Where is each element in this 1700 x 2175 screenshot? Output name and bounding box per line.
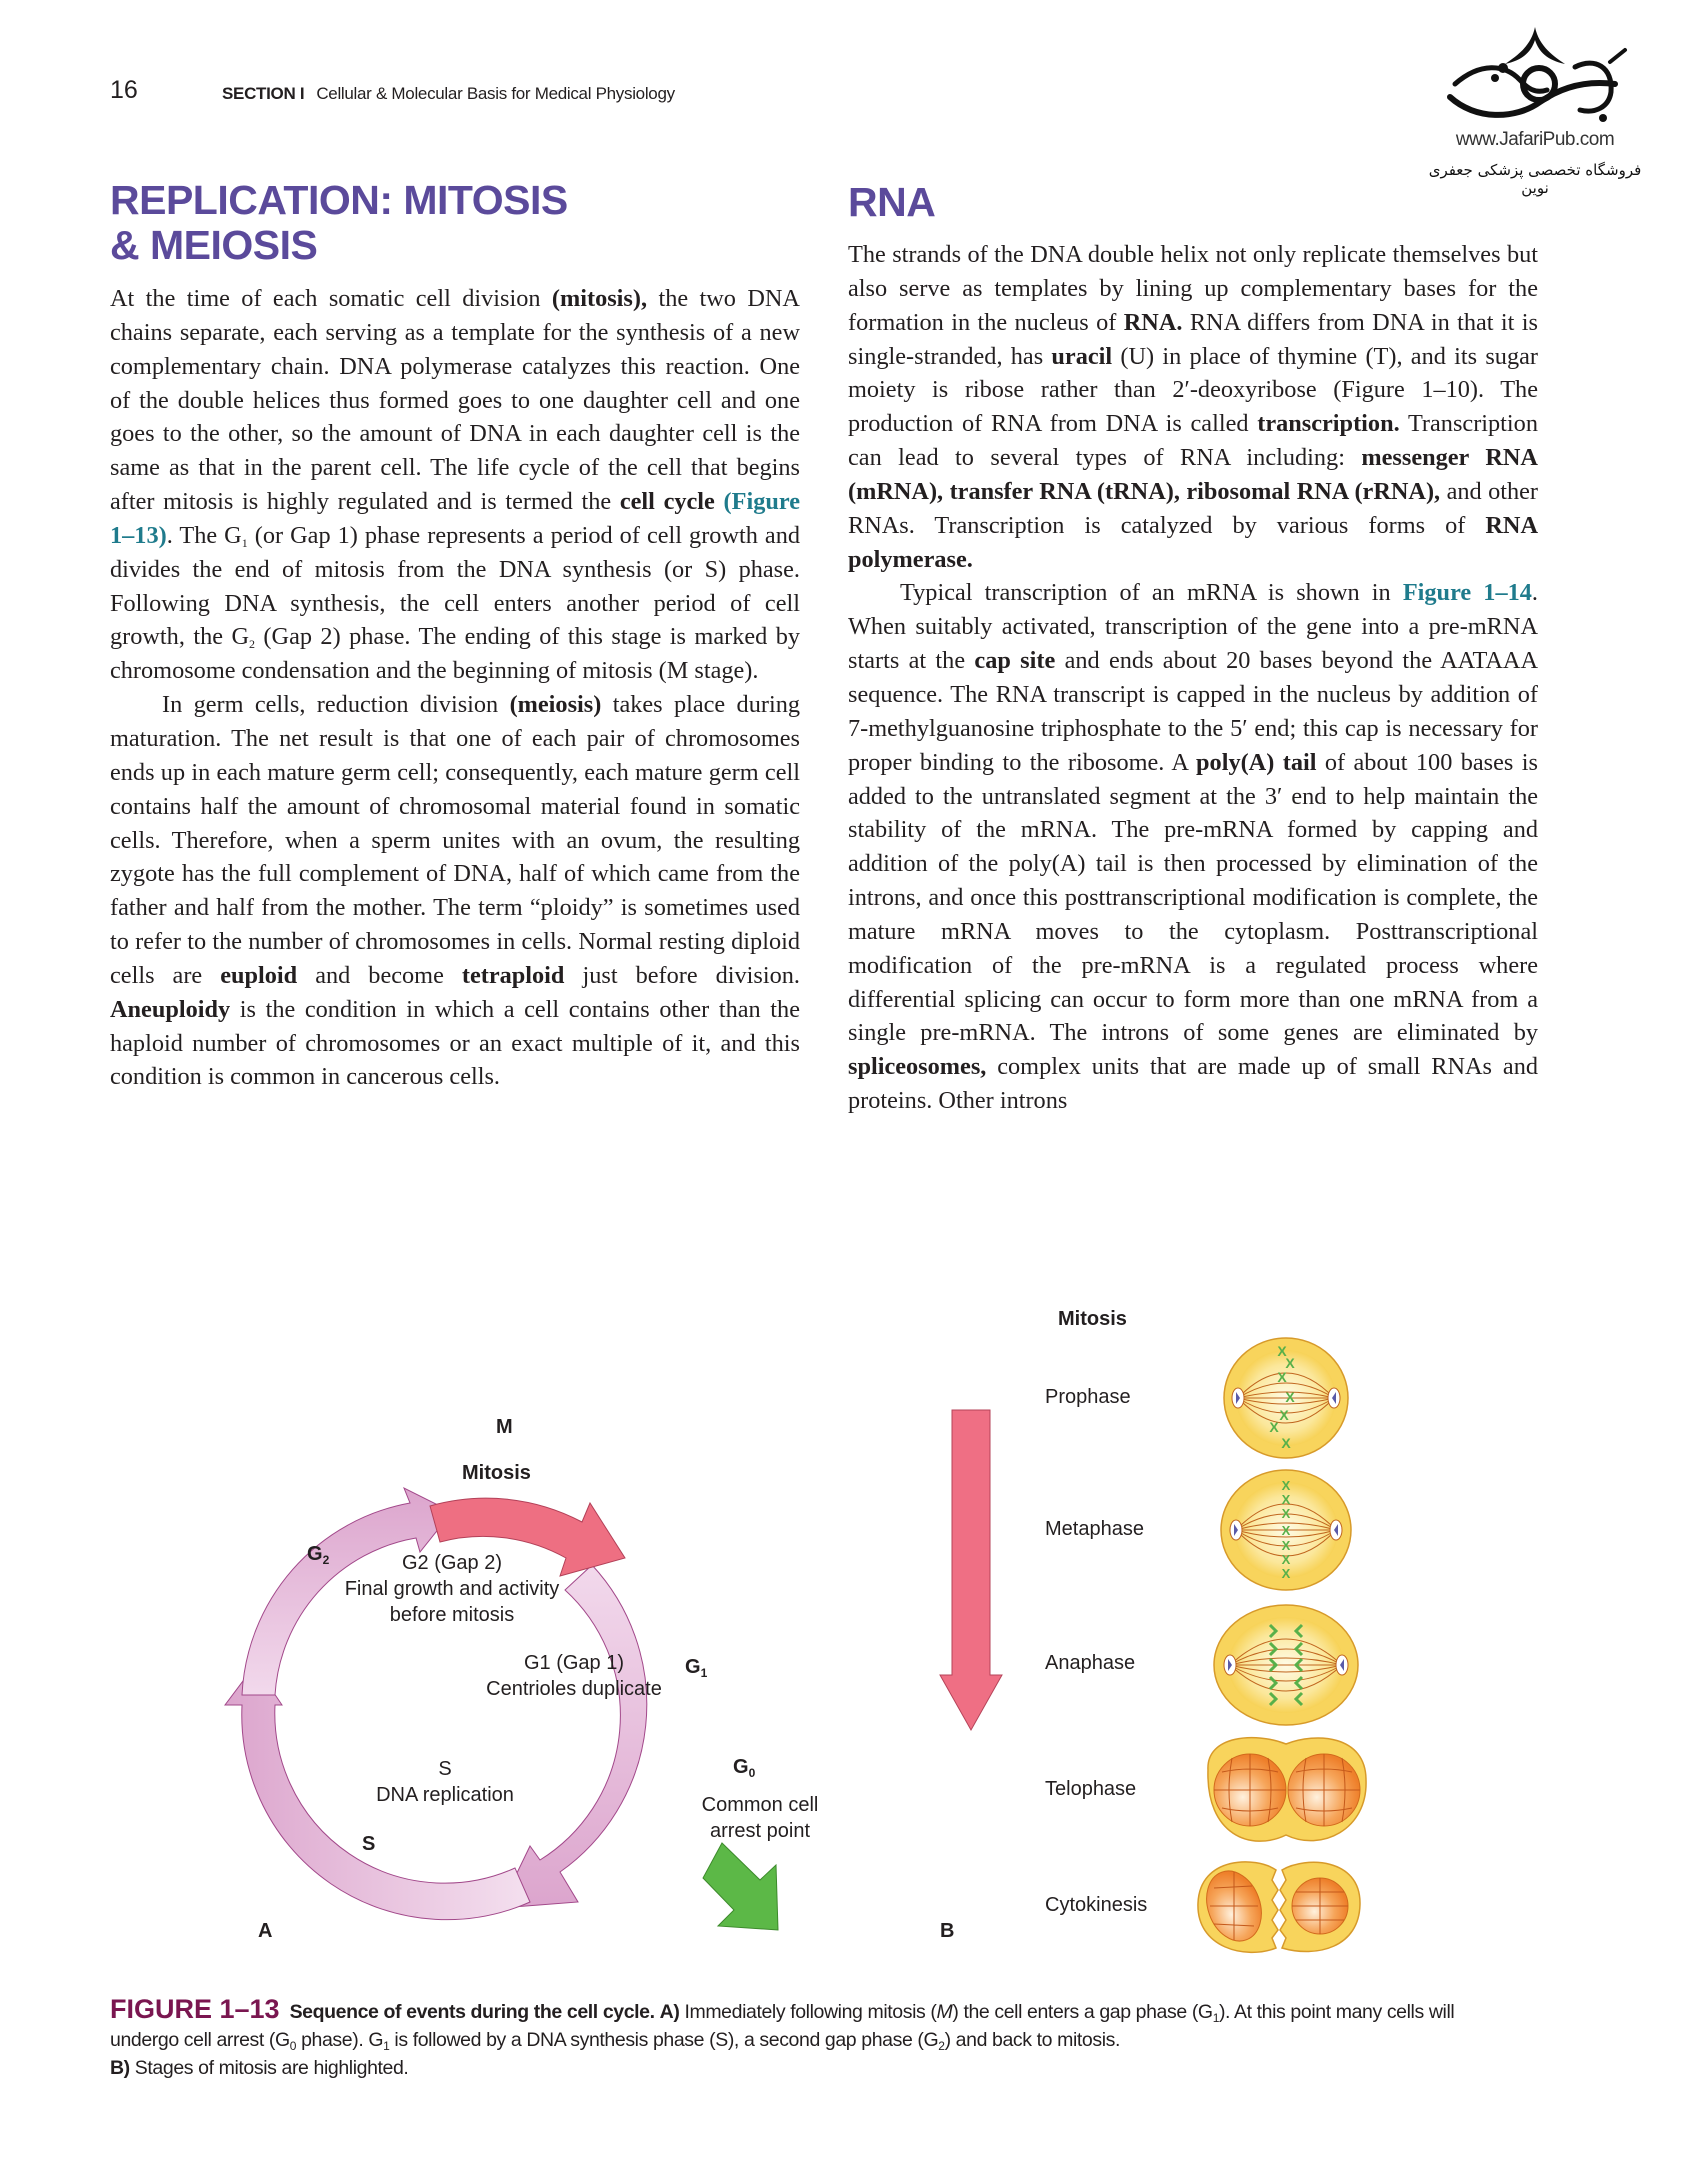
mitosis-cycle-label: Mitosis <box>462 1462 531 1484</box>
svg-text:X: X <box>1281 1523 1291 1538</box>
figure-caption: FIGURE 1–13 Sequence of events during the cell cycle. A) Immediately following mitosis (M) the cell enters a gap phase $(G_1)$. At this point many cells will undergo cell arrest ($G_0$ phase). $G_1$ is followed by a DNA synthesis phase (S), a second gap phase $(G_2)$ and back to mitosis. B) Stages of mitosis are highlighted. <box>110 1994 1455 2079</box>
svg-text:X: X <box>1277 1343 1287 1359</box>
metaphase-cell <box>1221 1470 1351 1590</box>
publisher-logo <box>1425 22 1645 197</box>
svg-text:X: X <box>1285 1389 1295 1405</box>
telophase-cell <box>1208 1738 1366 1842</box>
stage-metaphase: Metaphase <box>1045 1518 1144 1540</box>
g0-arrow <box>703 1843 778 1930</box>
figure-link-1-13[interactable]: (Figure 1–13) <box>110 488 800 549</box>
paragraph-transcription: Typical transcription of an mRNA is shown in Figure 1–14. When suitably activated, transcription of the gene into a pre-mRNA starts at the cap site and ends about 20 bases beyond the AATAAA sequence. The RNA transcript is capped in the nucleus by addition of 7-methylguanosine triphosphate to the 5′ end; this cap is necessary for proper binding to the ribosome. A poly(A) tail of about 100 bases is added to the untranslated segment at the 3′ end to help maintain the stability of the mRNA. The pre-mRNA formed by capping and addition of the poly(A) tail is then processed by elimination of the introns, and once this posttranscriptional modification is complete, the mature mRNA moves to the cytoplasm. Posttranscriptional modification of the pre-mRNA is a regulated process where differential splicing can occur to form more than one mRNA from a single pre-mRNA. The introns of some genes are eliminated by spliceosomes, complex units that are made up of small RNAs and proteins. Other introns <box>848 579 1539 1115</box>
paragraph-rna: The strands of the DNA double helix not only replicate themselves but also serve as templates by lining up complementary bases for the formation in the nucleus of RNA. RNA differs from DNA in that it is single-stranded, has uracil (U) in place of thymine (T), and its sugar moiety is ribose rather than 2′-deoxyribose (Figure 1–10). The production of RNA from DNA is called transcription. Transcription can lead to several types of RNA including: messenger RNA (mRNA), transfer RNA (tRNA), ribosomal RNA (rRNA), and other RNAs. Transcription is catalyzed by various forms of RNA polymerase. <box>848 241 1539 573</box>
svg-text:X: X <box>1285 1355 1295 1371</box>
svg-text:X: X <box>1279 1407 1289 1423</box>
page-number: 16 <box>110 76 138 104</box>
heading-line-2: & MEIOSIS <box>110 222 318 268</box>
s-label: S <box>362 1833 376 1855</box>
stage-prophase: Prophase <box>1045 1386 1131 1408</box>
publisher-url: www.JafariPub.com <box>1455 129 1615 150</box>
paragraph-meiosis: In germ cells, reduction division (meiosis) takes place during maturation. The net result is that one of each pair of chromosomes ends up in each mature germ cell; consequently, each mature germ cell contains half the amount of chromosomal material found in somatic cells. Therefore, when a sperm unites with an ovum, the resulting zygote has the full complement of DNA, half of which came from the father and half from the mother. The term “ploidy” is sometimes used to refer to the number of chromosomes in cells. Normal resting diploid cells are euploid and become tetraploid just before division. Aneuploidy is the condition in which a cell contains other than the haploid number of chromosomes or an exact multiple of it, and this condition is common in cancerous cells. <box>110 691 801 1091</box>
svg-text:X: X <box>1281 1566 1291 1581</box>
figure-number: FIGURE 1–13 <box>110 1994 280 2024</box>
cytokinesis-cells <box>1197 1862 1360 1953</box>
g0-description: Common cell arrest point <box>701 1794 819 1842</box>
svg-text:X: X <box>1281 1538 1291 1553</box>
g1-description: G1 (Gap 1) Centrioles duplicate <box>486 1652 662 1700</box>
paragraph-mitosis: At the time of each somatic cell division (mitosis), the two DNA chains separate, each serving as a template for the synthesis of a new complementary chain. DNA polymerase catalyzes this reaction. One of the double helices thus formed goes to one daughter cell and one goes to the other, so the amount of DNA in each daughter cell is the same as that in the parent cell. The life cycle of the cell that begins after mitosis is highly regulated and is termed the cell cycle (Figure 1–13). The $G_1$ (or Gap 1) phase represents a period of cell growth and divides the end of mitosis from the DNA synthesis (or S) phase. Following DNA synthesis, the cell enters another period of cell growth, the $G_2$ (Gap 2) phase. The ending of this stage is marked by chromosome condensation and the beginning of mitosis (M stage). <box>110 285 800 685</box>
mitosis-panel-title: Mitosis <box>1058 1308 1127 1330</box>
svg-text:X: X <box>1281 1478 1291 1493</box>
svg-text:X: X <box>1281 1552 1291 1567</box>
section-title: Cellular & Molecular Basis for Medical Physiology <box>316 84 675 103</box>
stage-cytokinesis: Cytokinesis <box>1045 1894 1148 1916</box>
g1-label: $G_1$ <box>685 1656 708 1680</box>
heading-line-1: REPLICATION: MITOSIS <box>110 177 568 223</box>
figure-link-1-14[interactable]: Figure 1–14 <box>1402 579 1532 607</box>
right-column-body <box>848 238 1538 1118</box>
svg-text:X: X <box>1281 1435 1291 1451</box>
section-heading-rna: RNA <box>848 179 936 225</box>
running-head <box>222 84 675 104</box>
svg-text:X: X <box>1281 1492 1291 1507</box>
prophase-cell <box>1224 1338 1348 1458</box>
g2-label: $G_2$ <box>307 1543 330 1567</box>
direction-arrow <box>940 1410 1002 1730</box>
g2-description: G2 (Gap 2) Final growth and activity before mitosis <box>344 1552 560 1626</box>
caption-title: Sequence of events during the cell cycle. <box>289 2001 655 2023</box>
publisher-tagline: فروشگاه تخصصی پزشکی جعفری نوین <box>1428 161 1642 197</box>
m-label: M <box>496 1416 513 1438</box>
svg-text:X: X <box>1281 1506 1291 1521</box>
jafari-calligraphy-logo-icon <box>1435 22 1635 127</box>
g0-label: $G_0$ <box>733 1756 756 1780</box>
panel-b-label: B <box>940 1920 955 1942</box>
cell-cycle-diagram <box>0 1290 1700 1990</box>
anaphase-cell <box>1214 1605 1358 1725</box>
svg-text:X: X <box>1269 1419 1279 1435</box>
left-column-body <box>110 282 800 1094</box>
section-label: SECTION I <box>222 84 305 103</box>
section-heading-replication <box>110 178 568 268</box>
svg-text:X: X <box>1277 1369 1287 1385</box>
s-description: S DNA replication <box>376 1758 514 1806</box>
panel-a-label: A <box>258 1920 273 1942</box>
figure-1-13 <box>0 1290 1700 1990</box>
stage-telophase: Telophase <box>1045 1778 1137 1800</box>
stage-anaphase: Anaphase <box>1045 1652 1136 1674</box>
